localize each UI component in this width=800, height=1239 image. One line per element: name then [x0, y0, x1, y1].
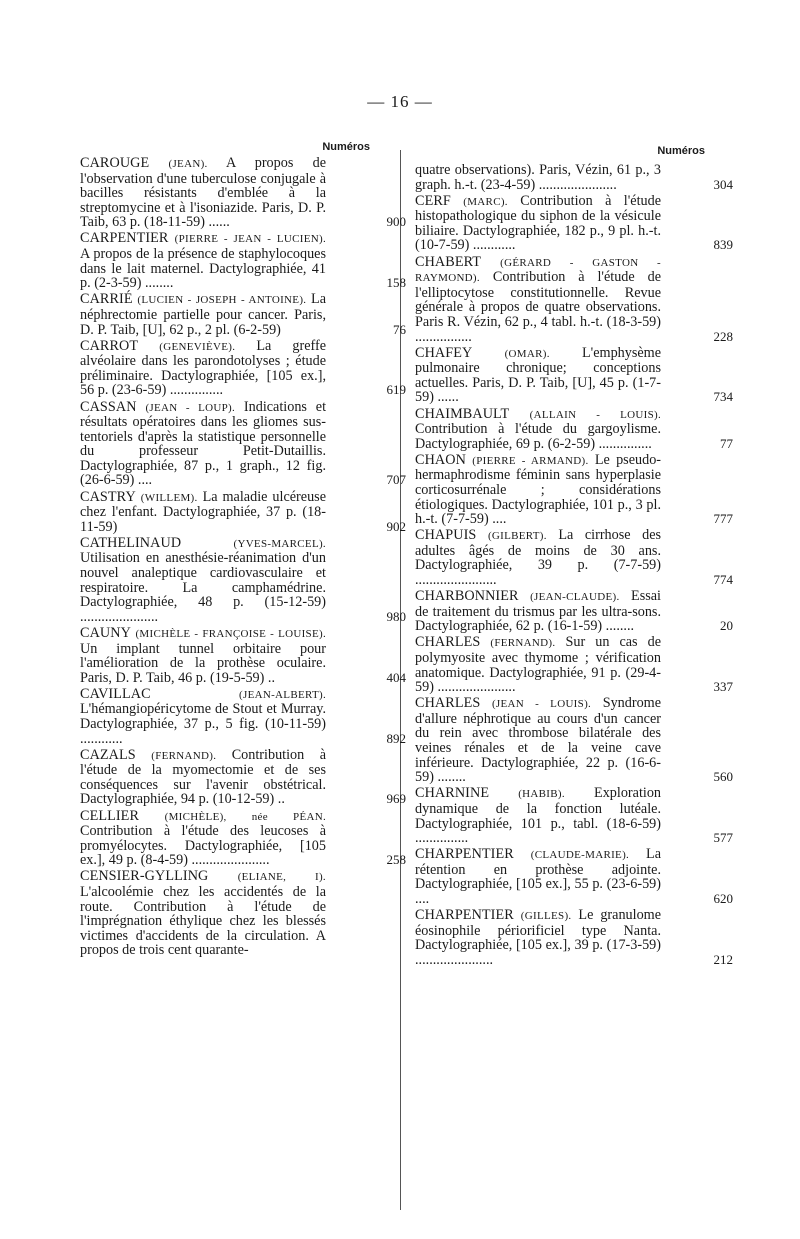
author-surname: CASSAN — [80, 398, 137, 415]
thesis-description: Contribution à l'étude du gargoylisme. Dactylographiée, 69 p. (6-2-59) ............... — [415, 421, 661, 452]
thesis-entry — [80, 155, 406, 231]
author-given-names: (MICHÈLE - FRANÇOISE - LOUISE). — [135, 627, 326, 640]
thesis-entry — [415, 192, 733, 254]
thesis-number: 337 — [713, 679, 733, 695]
thesis-description: La néphrectomie partielle pour cancer. Paris, D. P. Taib, [U], 62 p., 2 pl. (6-2-59) — [80, 291, 327, 338]
thesis-description: Utilisation en anesthésie-réanimation d'un nouvel analeptique cardiovasculaire et respiratoire. La camphamédrine. Dactylographiée, 48 p. (15-12-59) ...................... — [80, 550, 326, 625]
author-given-names: (HABIB). — [518, 788, 565, 801]
author-given-names: (JEAN-CLAUDE). — [530, 591, 620, 604]
author-given-names: (JEAN-ALBERT). — [239, 688, 326, 701]
thesis-number: 158 — [386, 275, 406, 291]
thesis-entry — [80, 869, 370, 958]
author-surname: CARPENTIER — [80, 230, 169, 247]
thesis-description: L'emphysème pulmonaire chronique; conceptions actuelles. Paris, D. P. Taib, [U], 45 p. (1-7-59) ...... — [415, 344, 662, 406]
thesis-entry — [80, 337, 406, 399]
author-surname: CARROT — [80, 337, 139, 354]
thesis-description: Le granulome éosinophile périorificiel type Nanta. Dactylographiée, [105 ex.], 39 p. (17-3-59) ...................... — [415, 907, 662, 968]
author-given-names: (PIERRE - ARMAND). — [472, 454, 589, 467]
thesis-number: 707 — [386, 472, 406, 488]
author-given-names: (GILLES). — [520, 910, 572, 923]
author-given-names: (ELIANE, I). — [237, 871, 326, 884]
thesis-entry — [80, 488, 406, 535]
thesis-entry — [80, 746, 406, 808]
thesis-description: Syndrome d'allure néphrotique au cours d'un cancer du rein avec thrombose bilatérale des veines rénales et de la veine cave inférieure. Dactylographiée, 22 p. (16-6-59) ........ — [415, 695, 662, 786]
author-surname: CHARNINE — [415, 785, 490, 802]
author-surname: CENSIER-GYLLING — [80, 868, 209, 885]
thesis-entry — [80, 624, 406, 686]
thesis-entry — [80, 230, 406, 292]
thesis-entry — [415, 634, 733, 696]
thesis-entry — [415, 344, 733, 406]
thesis-description: Contribution à l'étude histopathologique du siphon de la vésicule biliaire. Dactylographiée, 182 p., 9 pl. h.-t. (10-7-59) ............ — [415, 192, 661, 254]
thesis-description: quatre observations). Paris, Vézin, 61 p., 3 graph. h.-t. (23-4-59) ...................... — [415, 162, 661, 193]
thesis-number: 76 — [393, 321, 406, 337]
author-given-names: (JEAN - LOUIS). — [491, 698, 592, 711]
thesis-entry — [80, 534, 406, 625]
thesis-entry — [415, 253, 733, 345]
author-given-names: (FERNAND). — [490, 637, 556, 650]
thesis-entry — [80, 807, 406, 869]
author-given-names: (FERNAND). — [151, 749, 217, 762]
thesis-entry — [415, 846, 733, 907]
thesis-number: 77 — [720, 435, 733, 451]
thesis-number: 900 — [386, 214, 406, 230]
author-surname: CHARBONNIER — [415, 588, 519, 605]
thesis-description: A propos de l'observation d'une tuberculose conjugale à bacilles résistants d'emblée à la streptomycine et à l'isoniazide. Paris, D. P. Taib, 63 p. (18-11-59) ...... — [80, 155, 326, 231]
thesis-description: Un implant tunnel orbitaire pour l'amélioration de la prothèse oculaire. Paris, D. P. Taib, 46 p. (19-5-59) .. — [80, 640, 326, 686]
author-surname: CHABERT — [415, 253, 482, 270]
thesis-description: Exploration dynamique de la fonction lutéale. Dactylographiée, 101 p., tabl. (18-6-59) ............... — [415, 785, 662, 847]
author-surname: CHARLES — [415, 634, 481, 651]
thesis-number: 734 — [713, 389, 733, 405]
thesis-number: 212 — [713, 951, 733, 967]
thesis-entry — [415, 588, 733, 635]
author-given-names: (CLAUDE-MARIE). — [530, 849, 630, 862]
author-surname: CHAIMBAULT — [415, 405, 510, 422]
column-header: Numéros — [322, 141, 370, 153]
author-surname: CASTRY — [80, 488, 136, 505]
author-surname: CHAFEY — [415, 344, 473, 361]
author-surname: CHAON — [415, 451, 466, 468]
author-given-names: (GÉRARD - GASTON - RAYMOND). — [415, 256, 661, 285]
thesis-description: A propos de la présence de staphylocoques dans le lait maternel. Dactylographiée, 41 p. (2-3-59) ........ — [80, 246, 326, 292]
author-given-names: (OMAR). — [504, 347, 550, 360]
thesis-entry — [80, 685, 406, 747]
author-given-names: (WILLEM). — [140, 491, 198, 504]
author-surname: CHARPENTIER — [415, 846, 514, 863]
thesis-description: Contribution à l'étude des leucoses à promyélocytes. Dactylographiée, [105 ex.], 49 p. (8-4-59) ...................... — [80, 823, 326, 869]
thesis-number: 980 — [386, 608, 406, 624]
column-header: Numéros — [657, 145, 705, 157]
thesis-description: La greffe alvéolaire dans les parondotolyses ; étude préliminaire. Dactylographiée, [105 ex.], 56 p. (23-6-59) ............... — [80, 337, 327, 399]
thesis-description: La maladie ulcéreuse chez l'enfant. Dactylographiée, 37 p. (18-11-59) — [80, 488, 326, 535]
page-number: — 16 — — [367, 92, 433, 111]
author-surname: CERF — [415, 192, 451, 209]
thesis-number: 892 — [386, 730, 406, 746]
thesis-description: Contribution à l'étude de l'elliptocytose constitutionnelle. Revue générale à propos de quatre observations. Paris R. Vézin, 62 p., 4 tabl. h.-t. (18-3-59) ................ — [415, 269, 661, 345]
thesis-number: 969 — [386, 791, 406, 807]
thesis-number: 404 — [386, 669, 406, 685]
author-given-names: (JEAN - LOUP). — [145, 401, 236, 414]
author-surname: CHAPUIS — [415, 527, 477, 544]
thesis-description: Le pseudo-hermaphrodisme féminin sans hyperplasie corticosurrénale ; considérations étiologiques. Dactylographiée, 101 p., 3 pl. h.-t. (7-7-59) .... — [415, 451, 662, 528]
thesis-description: Essai de traitement du trismus par les ultra-sons. Dactylographiée, 62 p. (16-1-59) ........ — [415, 588, 661, 635]
thesis-entry — [415, 695, 733, 786]
author-given-names: (PIERRE - JEAN - LUCIEN). — [174, 233, 326, 246]
thesis-number: 577 — [713, 830, 733, 846]
author-surname: CHARPENTIER — [415, 907, 514, 924]
author-given-names: (LUCIEN - JOSEPH - ANTOINE). — [137, 294, 307, 307]
author-given-names: (GENEVIÈVE). — [159, 340, 236, 353]
thesis-number: 619 — [386, 382, 406, 398]
thesis-entry — [415, 527, 733, 589]
thesis-entry — [415, 785, 733, 847]
author-given-names: (MICHÈLE), née PÉAN. — [164, 810, 326, 823]
author-given-names: (JEAN). — [168, 158, 208, 170]
thesis-number: 620 — [713, 891, 733, 906]
thesis-description: Sur un cas de polymyosite avec thymome ; vérification anatomique. Dactylographiée, 91 p. (29-4-59) ...................... — [415, 634, 662, 696]
thesis-description: La rétention en prothèse adjointe. Dactylographiée, [105 ex.], 55 p. (23-6-59) .... — [415, 846, 662, 907]
author-surname: CAROUGE — [80, 155, 150, 171]
author-given-names: (GILBERT). — [487, 530, 547, 543]
author-surname: CAZALS — [80, 746, 136, 763]
author-given-names: (ALLAIN - LOUIS). — [529, 408, 661, 421]
author-surname: CARRIÉ — [80, 291, 133, 308]
thesis-number: 258 — [386, 852, 406, 868]
right-column — [415, 138, 733, 969]
thesis-number: 228 — [713, 328, 733, 344]
thesis-number: 774 — [713, 572, 733, 588]
author-surname: CELLIER — [80, 807, 140, 824]
thesis-entry — [415, 451, 733, 528]
left-column — [80, 138, 406, 959]
thesis-entry — [80, 291, 406, 338]
author-surname: CAVILLAC — [80, 685, 151, 702]
author-surname: CATHELINAUD — [80, 534, 182, 551]
thesis-entry — [415, 907, 733, 968]
author-surname: CAUNY — [80, 624, 131, 641]
thesis-entry — [415, 162, 733, 193]
thesis-entry — [415, 405, 733, 452]
author-surname: CHARLES — [415, 695, 481, 712]
thesis-number: 560 — [713, 769, 733, 785]
thesis-number: 304 — [713, 176, 733, 192]
thesis-description: Contribution à l'étude de la myomectomie et de ses conséquences sur l'avenir obstétrical. Dactylographiée, 94 p. (10-12-59) .. — [80, 746, 326, 808]
thesis-description: L'alcoolémie chez les accidentés de la route. Contribution à l'étude de l'imprégnation éthylique chez les blessés victimes d'accidents de la circulation. A propos de trois cent quarante- — [80, 884, 326, 959]
thesis-number: 839 — [713, 237, 733, 253]
thesis-description: Indications et résultats opératoires dans les gliomes sus-tentoriels d'après la statistique personnelle du professeur Petit-Dutaillis. Dactylographiée, 87 p., 1 graph., 12 fig. (26-6-59) .... — [80, 398, 327, 489]
thesis-number: 20 — [720, 618, 733, 634]
thesis-number: 777 — [713, 511, 733, 527]
author-given-names: (YVES-MARCEL). — [233, 537, 326, 550]
thesis-entry — [80, 398, 406, 489]
thesis-description: L'hémangiopéricytome de Stout et Murray. Dactylographiée, 37 p., 5 fig. (10-11-59) ............ — [80, 701, 326, 747]
author-given-names: (MARC). — [463, 195, 508, 208]
thesis-description: La cirrhose des adultes âgés de moins de 30 ans. Dactylographiée, 39 p. (7-7-59) ....................... — [415, 527, 662, 589]
thesis-number: 902 — [386, 518, 406, 534]
